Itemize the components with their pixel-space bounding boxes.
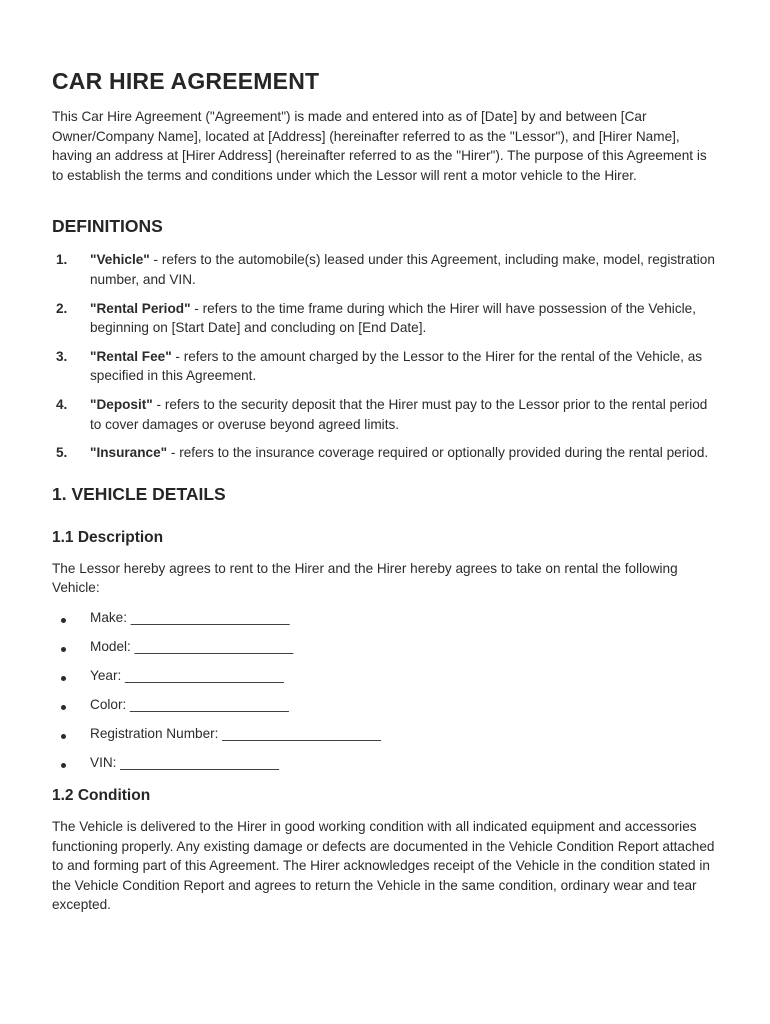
list-item [52,724,718,753]
bullet-icon [52,637,90,657]
item-number: 3. [56,348,68,364]
list-item [52,695,718,724]
field-make: Make: _____________________ [90,609,290,625]
field-color: Color: _____________________ [90,696,289,712]
item-term: "Rental Period" [90,300,191,316]
list-item [52,608,718,637]
field-vin: VIN: _____________________ [90,754,279,770]
item-text [90,395,718,434]
item-term: "Vehicle" [90,252,150,268]
item-text [90,443,718,463]
item-term: "Rental Fee" [90,348,172,364]
item-number: 2. [56,300,68,316]
list-item [52,347,718,386]
item-definition: - refers to the amount charged by the Lessor to the Hirer for the rental of the Vehicle, as specified in this Agreement. [90,348,703,384]
item-number: 1. [56,252,68,268]
list-item [52,443,718,463]
item-term: "Deposit" [90,396,153,412]
intro-paragraph: This Car Hire Agreement ("Agreement") is made and entered into as of [Date] by and between [Car Owner/Company Name], located at [Address] (hereinafter referred to as the "Lessor"), and [Hirer Name], having an address at [Hirer Address] (hereinafter referred to as the "Hirer"). The purpose of this Agreement is to establish the terms and conditions under which the Lessor will rent a motor vehicle to the Hirer. [52,109,707,183]
item-text [90,250,718,289]
item-definition: - refers to the security deposit that the Hirer must pay to the Lessor prior to the rental period to cover damages or overuse beyond agreed limits. [90,396,708,432]
vehicle-fields-list [52,608,718,782]
list-item [52,666,718,695]
bullet-icon [52,666,90,686]
bullet-icon [52,753,90,773]
item-definition: - refers to the insurance coverage required or optionally provided during the rental period. [167,445,709,461]
bullet-icon [52,724,90,744]
definitions-heading: DEFINITIONS [52,216,163,237]
bullet-icon [52,608,90,628]
list-item [52,637,718,666]
document-title: CAR HIRE AGREEMENT [52,68,320,94]
field-registration-number: Registration Number: _____________________ [90,725,381,741]
list-item [52,753,718,782]
list-item [52,299,718,338]
item-definition: - refers to the automobile(s) leased under this Agreement, including make, model, registration number, and VIN. [90,252,715,287]
field-model: Model: _____________________ [90,638,294,654]
condition-paragraph: The Vehicle is delivered to the Hirer in good working condition with all indicated equipment and accessories functioning properly. Any existing damage or defects are documented in the Vehicle Condition Report attached to and forming part of this Agreement. The Hirer acknowledges receipt of the Vehicle in the condition stated in the Vehicle Condition Report and agrees to return the Vehicle in the same condition, ordinary wear and tear excepted. [52,818,715,913]
item-number: 4. [56,396,68,412]
item-text [90,347,718,386]
bullet-icon [52,695,90,715]
subsection-heading-condition: 1.2 Condition [52,786,151,804]
item-number: 5. [56,445,68,461]
definitions-list [52,250,718,462]
item-term: "Insurance" [90,445,168,461]
section-heading-vehicle-details: 1. VEHICLE DETAILS [52,483,226,504]
item-definition: - refers to the time frame during which the Hirer will have possession of the Vehicle, beginning on [Start Date] and concluding on [End Date]. [90,300,696,336]
list-item [52,250,718,289]
field-year: Year: _____________________ [90,667,284,683]
description-paragraph: The Lessor hereby agrees to rent to the Hirer and the Hirer hereby agrees to take on rental the following Vehicle: [52,560,678,596]
list-item [52,395,718,434]
item-text [90,299,718,338]
subsection-heading-description: 1.1 Description [52,528,164,546]
